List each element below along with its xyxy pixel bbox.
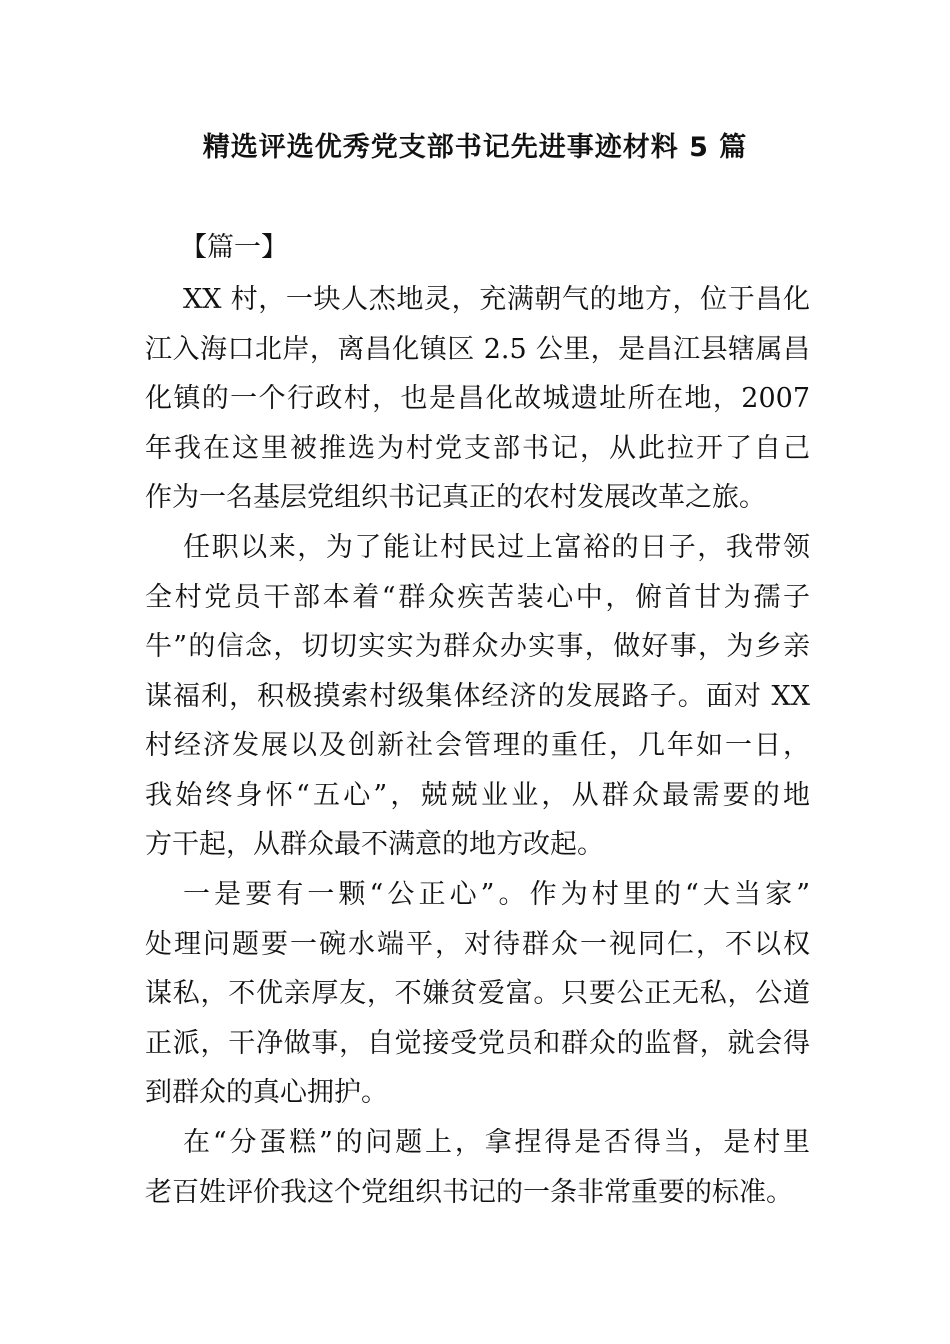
document-title: 精选评选优秀党支部书记先进事迹材料 5 篇 — [202, 132, 748, 163]
paragraph-line: 在“分蛋糕”的问题上，拿捏得是否得当，是村里 — [183, 1127, 810, 1158]
paragraph-line: 年我在这里被推选为村党支部书记，从此拉开了自己 — [145, 432, 810, 464]
paragraph-4 — [145, 1118, 810, 1217]
paragraph-line: 谋私，不优亲厚友，不嫌贫爱富。只要公正无私，公道 — [145, 978, 810, 1009]
section-label: 【篇一】 — [180, 232, 288, 263]
paragraph-line: 正派，干净做事，自觉接受党员和群众的监督，就会得 — [145, 1027, 810, 1059]
paragraph-line: 牛”的信念，切切实实为群众办实事，做好事，为乡亲 — [145, 631, 810, 662]
paragraph-line: XX 村，一块人杰地灵，充满朝气的地方，位于昌化 — [183, 284, 810, 315]
paragraph-2 — [145, 523, 810, 870]
paragraph-3 — [145, 870, 810, 1118]
paragraph-line: 谋福利，积极摸索村级集体经济的发展路子。面对 XX — [145, 680, 810, 712]
paragraph-line: 村经济发展以及创新社会管理的重任，几年如一日， — [145, 730, 810, 761]
paragraph-line: 我始终身怀“五心”，兢兢业业，从群众最需要的地 — [145, 779, 810, 811]
paragraph-line: 化镇的一个行政村，也是昌化故城遗址所在地，2007 — [145, 383, 810, 414]
paragraph-line: 任职以来，为了能让村民过上富裕的日子，我带领 — [183, 532, 810, 563]
paragraph-line: 作为一名基层党组织书记真正的农村发展改革之旅。 — [145, 482, 766, 513]
paragraph-line: 方干起，从群众最不满意的地方改起。 — [145, 829, 604, 860]
paragraph-line: 处理问题要一碗水端平，对待群众一视同仁，不以权 — [145, 928, 810, 960]
paragraph-1 — [145, 275, 810, 523]
paragraph-line: 一是要有一颗“公正心”。作为村里的“大当家” — [183, 879, 810, 910]
paragraph-line: 全村党员干部本着“群众疾苦装心中，俯首甘为孺子 — [145, 581, 810, 613]
paragraph-line: 老百姓评价我这个党组织书记的一条非常重要的标准。 — [145, 1176, 793, 1208]
paragraph-line: 江入海口北岸，离昌化镇区 2.5 公里，是昌江县辖属昌 — [145, 333, 810, 365]
paragraph-line: 到群众的真心拥护。 — [145, 1077, 388, 1108]
